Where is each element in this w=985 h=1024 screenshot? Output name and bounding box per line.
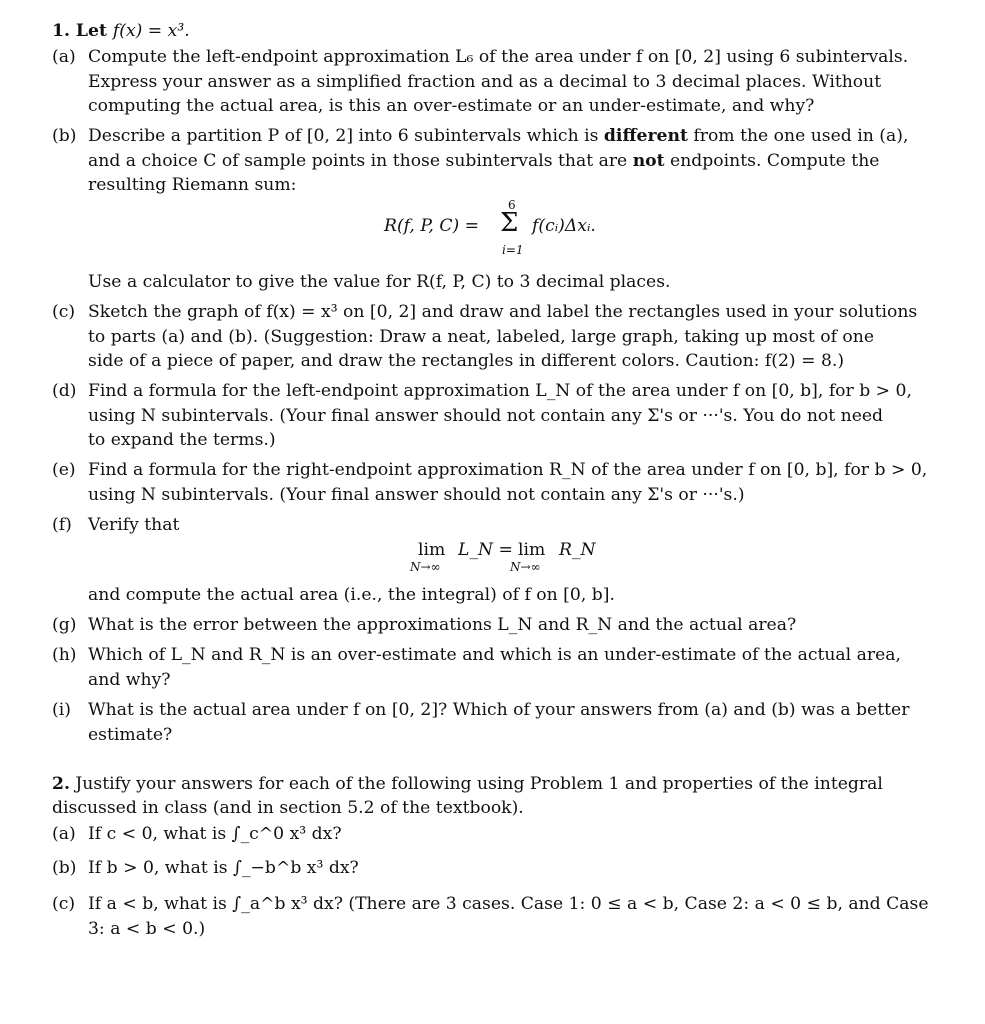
part-1b-line-2 bbox=[88, 150, 879, 172]
problem-2-line-1 bbox=[52, 773, 883, 795]
part-1b-bold-different: different bbox=[603, 126, 688, 146]
part-1b-line-2-pre: and a choice C of sample points in those subintervals that are bbox=[88, 151, 633, 171]
part-1d-label: (d) bbox=[52, 381, 77, 401]
part-2a-text: If c < 0, what is ∫_c^0 x³ dx? bbox=[88, 824, 342, 844]
part-1c-label: (c) bbox=[52, 302, 76, 322]
limit-left-lim: lim bbox=[418, 540, 446, 560]
part-1b-line-4: Use a calculator to give the value for R(f, P, C) to 3 decimal places. bbox=[88, 272, 671, 292]
riemann-sum-upper-limit: 6 bbox=[508, 198, 516, 212]
part-1e-line-2: using N subintervals. (Your final answer should not contain any Σ's or ···'s.) bbox=[88, 485, 745, 505]
part-2a-label: (a) bbox=[52, 824, 76, 844]
riemann-sum-rhs: f(cᵢ)Δxᵢ. bbox=[532, 216, 596, 236]
part-1c-line-3: side of a piece of paper, and draw the rectangles in different colors. Caution: f(2) = 8.) bbox=[88, 351, 845, 371]
part-1f-label: (f) bbox=[52, 515, 72, 535]
part-1g-line-1: What is the error between the approximations L_N and R_N and the actual area? bbox=[88, 615, 797, 635]
part-1a-line-2: Express your answer as a simplified fraction and as a decimal to 3 decimal places. Without bbox=[88, 72, 882, 92]
part-1h-line-2: and why? bbox=[88, 670, 171, 690]
part-1a-label: (a) bbox=[52, 47, 76, 67]
part-2b-label: (b) bbox=[52, 858, 77, 878]
part-2c-line-1: If a < b, what is ∫_a^b x³ dx? (There are 3 cases. Case 1: 0 ≤ a < b, Case 2: a < 0 ≤ b, and Case bbox=[88, 894, 929, 914]
part-1b-line-1-pre: Describe a partition P of [0, 2] into 6 subintervals which is bbox=[88, 126, 604, 146]
part-1b-line-1-post: from the one used in (a), bbox=[687, 126, 909, 146]
limit-right-expression: R_N bbox=[559, 540, 596, 560]
limit-left-expression: L_N = bbox=[458, 540, 513, 560]
part-1d-line-2: using N subintervals. (Your final answer should not contain any Σ's or ···'s. You do not need bbox=[88, 406, 884, 426]
riemann-sum-lower-limit: i=1 bbox=[502, 243, 524, 257]
part-1i-label: (i) bbox=[52, 700, 71, 720]
limit-right-subscript: N→∞ bbox=[510, 560, 541, 574]
part-1f-line-2: and compute the actual area (i.e., the integral) of f on [0, b]. bbox=[88, 585, 615, 605]
part-2c-line-2: 3: a < b < 0.) bbox=[88, 919, 206, 939]
part-1c-line-1: Sketch the graph of f(x) = x³ on [0, 2] and draw and label the rectangles used in your solutions bbox=[88, 302, 918, 322]
part-1b-bold-not: not bbox=[632, 151, 665, 171]
part-1g-label: (g) bbox=[52, 615, 77, 635]
part-1i-line-1: What is the actual area under f on [0, 2]? Which of your answers from (a) and (b) was a better bbox=[88, 700, 910, 720]
part-1e-label: (e) bbox=[52, 460, 76, 480]
part-1c-line-2: to parts (a) and (b). (Suggestion: Draw a neat, labeled, large graph, taking up most of one bbox=[88, 327, 875, 347]
part-1h-label: (h) bbox=[52, 645, 77, 665]
problem-2-number: 2. bbox=[52, 774, 70, 794]
riemann-sum-lhs: R(f, P, C) = bbox=[384, 216, 480, 236]
part-1a-line-3: computing the actual area, is this an over-estimate or an under-estimate, and why? bbox=[88, 96, 815, 116]
part-1d-line-1: Find a formula for the left-endpoint approximation L_N of the area under f on [0, b], for b > 0, bbox=[88, 381, 912, 401]
part-1b-label: (b) bbox=[52, 126, 77, 146]
problem-2-line-1-text: Justify your answers for each of the following using Problem 1 and properties of the integral bbox=[75, 774, 883, 794]
part-1a-line-1: Compute the left-endpoint approximation L₆ of the area under f on [0, 2] using 6 subintervals. bbox=[88, 47, 909, 67]
problem-1-heading bbox=[52, 20, 190, 42]
part-1h-line-1: Which of L_N and R_N is an over-estimate and which is an under-estimate of the actual area, bbox=[88, 645, 901, 665]
part-1b-line-3: resulting Riemann sum: bbox=[88, 175, 297, 195]
part-1b-line-1 bbox=[88, 125, 908, 147]
part-1i-line-2: estimate? bbox=[88, 725, 173, 745]
limit-right-lim: lim bbox=[518, 540, 546, 560]
sigma-symbol: Σ bbox=[500, 208, 519, 238]
problem-2-line-2: discussed in class (and in section 5.2 of the textbook). bbox=[52, 798, 524, 818]
problem-1-number: 1. Let bbox=[52, 21, 113, 41]
part-1f-line-1: Verify that bbox=[88, 515, 180, 535]
part-2b-text: If b > 0, what is ∫_−b^b x³ dx? bbox=[88, 858, 359, 878]
limit-left-subscript: N→∞ bbox=[410, 560, 441, 574]
part-2c-label: (c) bbox=[52, 894, 76, 914]
problem-1-function: f(x) = x³. bbox=[112, 21, 190, 41]
part-1b-line-2-post: endpoints. Compute the bbox=[664, 151, 880, 171]
part-1d-line-3: to expand the terms.) bbox=[88, 430, 276, 450]
part-1e-line-1: Find a formula for the right-endpoint approximation R_N of the area under f on [0, b], for b > 0, bbox=[88, 460, 928, 480]
